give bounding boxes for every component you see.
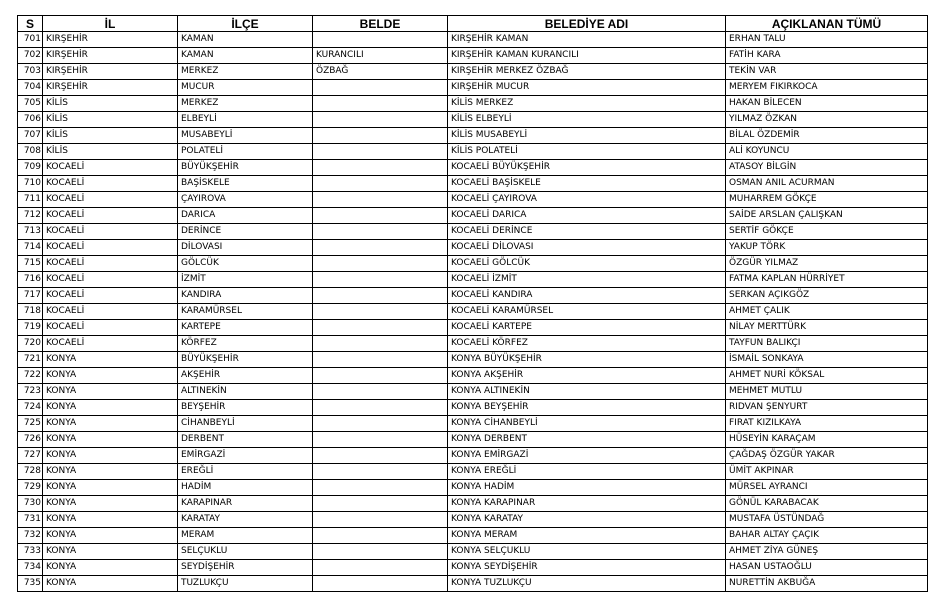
results-table-container (17, 15, 928, 592)
cell-il: KONYA (43, 528, 178, 544)
cell-s: 707 (18, 128, 43, 144)
table-row (18, 240, 928, 256)
table-row (18, 224, 928, 240)
table-row (18, 304, 928, 320)
cell-s: 728 (18, 464, 43, 480)
cell-ilce: BÜYÜKŞEHİR (178, 352, 313, 368)
cell-ilce: MERKEZ (178, 96, 313, 112)
table-row (18, 432, 928, 448)
cell-s: 711 (18, 192, 43, 208)
table-row (18, 272, 928, 288)
cell-s: 717 (18, 288, 43, 304)
cell-aciklanan-tumu: SERKAN AÇIKGÖZ (726, 288, 928, 304)
cell-il: KONYA (43, 544, 178, 560)
cell-belediye-adi: KIRŞEHİR KAMAN (448, 32, 726, 48)
cell-aciklanan-tumu: ALİ KOYUNCU (726, 144, 928, 160)
cell-aciklanan-tumu: OSMAN ANIL ACURMAN (726, 176, 928, 192)
cell-belde (313, 112, 448, 128)
cell-belediye-adi: KİLİS POLATELİ (448, 144, 726, 160)
cell-il: KONYA (43, 416, 178, 432)
cell-belediye-adi: KOCAELİ DERİNCE (448, 224, 726, 240)
table-row (18, 144, 928, 160)
cell-belde (313, 368, 448, 384)
cell-ilce: MUSABEYLİ (178, 128, 313, 144)
cell-belde (313, 480, 448, 496)
header-il: İL (43, 16, 178, 32)
cell-s: 734 (18, 560, 43, 576)
cell-belde (313, 352, 448, 368)
cell-belde (313, 528, 448, 544)
cell-belde: KURANCILI (313, 48, 448, 64)
cell-s: 720 (18, 336, 43, 352)
cell-aciklanan-tumu: MUSTAFA ÜSTÜNDAĞ (726, 512, 928, 528)
cell-ilce: SEYDİŞEHİR (178, 560, 313, 576)
cell-s: 701 (18, 32, 43, 48)
cell-il: KIRŞEHİR (43, 64, 178, 80)
cell-aciklanan-tumu: ÖZGÜR YILMAZ (726, 256, 928, 272)
cell-ilce: SELÇUKLU (178, 544, 313, 560)
cell-aciklanan-tumu: YAKUP TÖRK (726, 240, 928, 256)
cell-il: KONYA (43, 464, 178, 480)
header-aciklanan-tumu: AÇIKLANAN TÜMÜ (726, 16, 928, 32)
cell-ilce: HADİM (178, 480, 313, 496)
cell-s: 706 (18, 112, 43, 128)
cell-belediye-adi: KONYA TUZLUKÇU (448, 576, 726, 592)
cell-il: KOCAELİ (43, 192, 178, 208)
cell-belediye-adi: KONYA MERAM (448, 528, 726, 544)
cell-belediye-adi: KIRŞEHİR MUCUR (448, 80, 726, 96)
cell-belde (313, 320, 448, 336)
cell-il: KOCAELİ (43, 224, 178, 240)
cell-s: 725 (18, 416, 43, 432)
cell-il: KONYA (43, 560, 178, 576)
cell-il: KONYA (43, 480, 178, 496)
cell-s: 722 (18, 368, 43, 384)
table-row (18, 208, 928, 224)
cell-il: KOCAELİ (43, 320, 178, 336)
cell-il: KOCAELİ (43, 288, 178, 304)
cell-belediye-adi: KİLİS MUSABEYLİ (448, 128, 726, 144)
cell-belediye-adi: KONYA EREĞLİ (448, 464, 726, 480)
cell-s: 704 (18, 80, 43, 96)
cell-belediye-adi: KOCAELİ BÜYÜKŞEHİR (448, 160, 726, 176)
cell-belde (313, 96, 448, 112)
cell-belediye-adi: KONYA AKŞEHİR (448, 368, 726, 384)
cell-aciklanan-tumu: BAHAR ALTAY ÇAÇIK (726, 528, 928, 544)
cell-il: KOCAELİ (43, 176, 178, 192)
cell-belde (313, 496, 448, 512)
table-row (18, 400, 928, 416)
cell-belde (313, 272, 448, 288)
table-row (18, 176, 928, 192)
cell-s: 726 (18, 432, 43, 448)
cell-il: KONYA (43, 576, 178, 592)
cell-belediye-adi: KOCAELİ KÖRFEZ (448, 336, 726, 352)
cell-s: 733 (18, 544, 43, 560)
cell-s: 703 (18, 64, 43, 80)
table-row (18, 528, 928, 544)
cell-aciklanan-tumu: HÜSEYİN KARAÇAM (726, 432, 928, 448)
cell-aciklanan-tumu: ATASOY BİLGİN (726, 160, 928, 176)
cell-belediye-adi: KONYA SELÇUKLU (448, 544, 726, 560)
cell-s: 730 (18, 496, 43, 512)
cell-belde (313, 416, 448, 432)
cell-ilce: BAŞİSKELE (178, 176, 313, 192)
table-row (18, 352, 928, 368)
cell-ilce: KANDIRA (178, 288, 313, 304)
cell-belde (313, 144, 448, 160)
cell-il: KONYA (43, 368, 178, 384)
cell-belde (313, 256, 448, 272)
cell-aciklanan-tumu: MÜRSEL AYRANCI (726, 480, 928, 496)
cell-ilce: MERAM (178, 528, 313, 544)
header-ilce: İLÇE (178, 16, 313, 32)
cell-ilce: KARAMÜRSEL (178, 304, 313, 320)
cell-belde (313, 240, 448, 256)
cell-ilce: KAMAN (178, 48, 313, 64)
cell-s: 723 (18, 384, 43, 400)
cell-il: KOCAELİ (43, 272, 178, 288)
cell-s: 735 (18, 576, 43, 592)
table-row (18, 64, 928, 80)
cell-aciklanan-tumu: RIDVAN ŞENYURT (726, 400, 928, 416)
cell-belediye-adi: KOCAELİ BAŞİSKELE (448, 176, 726, 192)
cell-belediye-adi: KIRŞEHİR MERKEZ ÖZBAĞ (448, 64, 726, 80)
cell-belediye-adi: KONYA EMİRGAZİ (448, 448, 726, 464)
cell-belde (313, 208, 448, 224)
cell-ilce: DERBENT (178, 432, 313, 448)
cell-il: KOCAELİ (43, 256, 178, 272)
cell-s: 705 (18, 96, 43, 112)
cell-s: 731 (18, 512, 43, 528)
cell-belediye-adi: KONYA DERBENT (448, 432, 726, 448)
cell-aciklanan-tumu: İSMAİL SONKAYA (726, 352, 928, 368)
cell-belde (313, 544, 448, 560)
table-row (18, 384, 928, 400)
table-row (18, 80, 928, 96)
cell-ilce: ÇAYIROVA (178, 192, 313, 208)
table-row (18, 160, 928, 176)
cell-aciklanan-tumu: MUHARREM GÖKÇE (726, 192, 928, 208)
cell-ilce: İZMİT (178, 272, 313, 288)
cell-belde (313, 448, 448, 464)
cell-il: KİLİS (43, 128, 178, 144)
header-s: S (18, 16, 43, 32)
cell-ilce: MERKEZ (178, 64, 313, 80)
cell-belde (313, 384, 448, 400)
cell-belediye-adi: KONYA SEYDİŞEHİR (448, 560, 726, 576)
cell-il: KİLİS (43, 112, 178, 128)
cell-belde: ÖZBAĞ (313, 64, 448, 80)
cell-belediye-adi: KOCAELİ DARICA (448, 208, 726, 224)
cell-aciklanan-tumu: SAİDE ARSLAN ÇALIŞKAN (726, 208, 928, 224)
table-row (18, 192, 928, 208)
cell-ilce: ELBEYLİ (178, 112, 313, 128)
cell-il: KONYA (43, 496, 178, 512)
cell-belediye-adi: KIRŞEHİR KAMAN KURANCILI (448, 48, 726, 64)
header-belde: BELDE (313, 16, 448, 32)
cell-il: KIRŞEHİR (43, 80, 178, 96)
cell-aciklanan-tumu: HASAN USTAOĞLU (726, 560, 928, 576)
cell-aciklanan-tumu: FATİH KARA (726, 48, 928, 64)
cell-belde (313, 160, 448, 176)
cell-aciklanan-tumu: NİLAY MERTTÜRK (726, 320, 928, 336)
cell-s: 713 (18, 224, 43, 240)
cell-s: 710 (18, 176, 43, 192)
cell-il: KOCAELİ (43, 208, 178, 224)
cell-aciklanan-tumu: SERTİF GÖKÇE (726, 224, 928, 240)
cell-s: 729 (18, 480, 43, 496)
cell-belediye-adi: KİLİS MERKEZ (448, 96, 726, 112)
cell-aciklanan-tumu: GÖNÜL KARABACAK (726, 496, 928, 512)
cell-ilce: MUCUR (178, 80, 313, 96)
cell-aciklanan-tumu: FATMA KAPLAN HÜRRİYET (726, 272, 928, 288)
cell-ilce: KAMAN (178, 32, 313, 48)
cell-il: KIRŞEHİR (43, 32, 178, 48)
cell-aciklanan-tumu: NURETTİN AKBUĞA (726, 576, 928, 592)
table-row (18, 448, 928, 464)
table-row (18, 480, 928, 496)
cell-il: KONYA (43, 384, 178, 400)
cell-s: 732 (18, 528, 43, 544)
cell-il: KİLİS (43, 144, 178, 160)
cell-aciklanan-tumu: HAKAN BİLECEN (726, 96, 928, 112)
cell-belde (313, 560, 448, 576)
cell-aciklanan-tumu: AHMET ZİYA GÜNEŞ (726, 544, 928, 560)
cell-ilce: KARATAY (178, 512, 313, 528)
cell-aciklanan-tumu: MERYEM FIKIRKOCA (726, 80, 928, 96)
cell-belediye-adi: KONYA CİHANBEYLİ (448, 416, 726, 432)
cell-il: KIRŞEHİR (43, 48, 178, 64)
cell-il: KONYA (43, 512, 178, 528)
cell-s: 716 (18, 272, 43, 288)
cell-s: 702 (18, 48, 43, 64)
cell-s: 709 (18, 160, 43, 176)
cell-belde (313, 128, 448, 144)
cell-s: 721 (18, 352, 43, 368)
cell-ilce: POLATELİ (178, 144, 313, 160)
cell-aciklanan-tumu: ÜMİT AKPINAR (726, 464, 928, 480)
cell-belediye-adi: KOCAELİ İZMİT (448, 272, 726, 288)
cell-il: KOCAELİ (43, 240, 178, 256)
cell-belediye-adi: KOCAELİ KANDIRA (448, 288, 726, 304)
cell-aciklanan-tumu: ERHAN TALU (726, 32, 928, 48)
table-header-row (18, 16, 928, 32)
cell-ilce: ALTINEKİN (178, 384, 313, 400)
cell-belde (313, 512, 448, 528)
cell-belediye-adi: KONYA KARATAY (448, 512, 726, 528)
cell-ilce: KARTEPE (178, 320, 313, 336)
table-row (18, 32, 928, 48)
cell-s: 708 (18, 144, 43, 160)
cell-belediye-adi: KOCAELİ KARTEPE (448, 320, 726, 336)
cell-belde (313, 176, 448, 192)
table-row (18, 128, 928, 144)
cell-aciklanan-tumu: AHMET ÇALIK (726, 304, 928, 320)
cell-il: KONYA (43, 400, 178, 416)
cell-belde (313, 288, 448, 304)
cell-belediye-adi: KOCAELİ GÖLCÜK (448, 256, 726, 272)
cell-aciklanan-tumu: TEKİN VAR (726, 64, 928, 80)
table-row (18, 576, 928, 592)
cell-belediye-adi: KONYA KARAPINAR (448, 496, 726, 512)
cell-belediye-adi: KİLİS ELBEYLİ (448, 112, 726, 128)
cell-s: 724 (18, 400, 43, 416)
cell-aciklanan-tumu: FIRAT KIZILKAYA (726, 416, 928, 432)
cell-s: 712 (18, 208, 43, 224)
cell-ilce: BEYŞEHİR (178, 400, 313, 416)
cell-belediye-adi: KONYA ALTINEKİN (448, 384, 726, 400)
cell-il: KOCAELİ (43, 336, 178, 352)
cell-belediye-adi: KOCAELİ KARAMÜRSEL (448, 304, 726, 320)
cell-s: 718 (18, 304, 43, 320)
cell-il: KONYA (43, 448, 178, 464)
cell-s: 727 (18, 448, 43, 464)
table-row (18, 96, 928, 112)
cell-ilce: BÜYÜKŞEHİR (178, 160, 313, 176)
cell-belediye-adi: KONYA HADİM (448, 480, 726, 496)
table-row (18, 416, 928, 432)
cell-belediye-adi: KONYA BÜYÜKŞEHİR (448, 352, 726, 368)
cell-aciklanan-tumu: BİLAL ÖZDEMİR (726, 128, 928, 144)
cell-il: KONYA (43, 432, 178, 448)
cell-il: KOCAELİ (43, 304, 178, 320)
table-row (18, 544, 928, 560)
table-row (18, 288, 928, 304)
cell-belde (313, 464, 448, 480)
cell-il: KONYA (43, 352, 178, 368)
cell-ilce: CİHANBEYLİ (178, 416, 313, 432)
cell-belde (313, 576, 448, 592)
table-row (18, 48, 928, 64)
cell-ilce: TUZLUKÇU (178, 576, 313, 592)
cell-belediye-adi: KOCAELİ ÇAYIROVA (448, 192, 726, 208)
cell-belde (313, 224, 448, 240)
cell-ilce: GÖLCÜK (178, 256, 313, 272)
table-row (18, 464, 928, 480)
cell-s: 715 (18, 256, 43, 272)
cell-belde (313, 336, 448, 352)
table-row (18, 512, 928, 528)
cell-belde (313, 400, 448, 416)
cell-aciklanan-tumu: AHMET NURİ KÖKSAL (726, 368, 928, 384)
header-belediye-adi: BELEDİYE ADI (448, 16, 726, 32)
cell-ilce: EREĞLİ (178, 464, 313, 480)
cell-belde (313, 80, 448, 96)
cell-belde (313, 32, 448, 48)
table-row (18, 560, 928, 576)
cell-il: KİLİS (43, 96, 178, 112)
cell-aciklanan-tumu: ÇAĞDAŞ ÖZGÜR YAKAR (726, 448, 928, 464)
cell-ilce: KÖRFEZ (178, 336, 313, 352)
cell-belde (313, 192, 448, 208)
table-body (18, 32, 928, 592)
cell-belediye-adi: KOCAELİ DİLOVASI (448, 240, 726, 256)
cell-s: 719 (18, 320, 43, 336)
cell-belediye-adi: KONYA BEYŞEHİR (448, 400, 726, 416)
table-row (18, 336, 928, 352)
election-results-table (17, 15, 928, 592)
cell-s: 714 (18, 240, 43, 256)
cell-ilce: AKŞEHİR (178, 368, 313, 384)
cell-aciklanan-tumu: TAYFUN BALIKÇI (726, 336, 928, 352)
cell-aciklanan-tumu: YILMAZ ÖZKAN (726, 112, 928, 128)
cell-il: KOCAELİ (43, 160, 178, 176)
cell-ilce: EMİRGAZİ (178, 448, 313, 464)
cell-ilce: DİLOVASI (178, 240, 313, 256)
cell-aciklanan-tumu: MEHMET MUTLU (726, 384, 928, 400)
cell-ilce: DARICA (178, 208, 313, 224)
cell-belde (313, 432, 448, 448)
cell-ilce: KARAPINAR (178, 496, 313, 512)
table-row (18, 256, 928, 272)
table-row (18, 496, 928, 512)
table-row (18, 368, 928, 384)
table-row (18, 320, 928, 336)
table-row (18, 112, 928, 128)
cell-belde (313, 304, 448, 320)
cell-ilce: DERİNCE (178, 224, 313, 240)
